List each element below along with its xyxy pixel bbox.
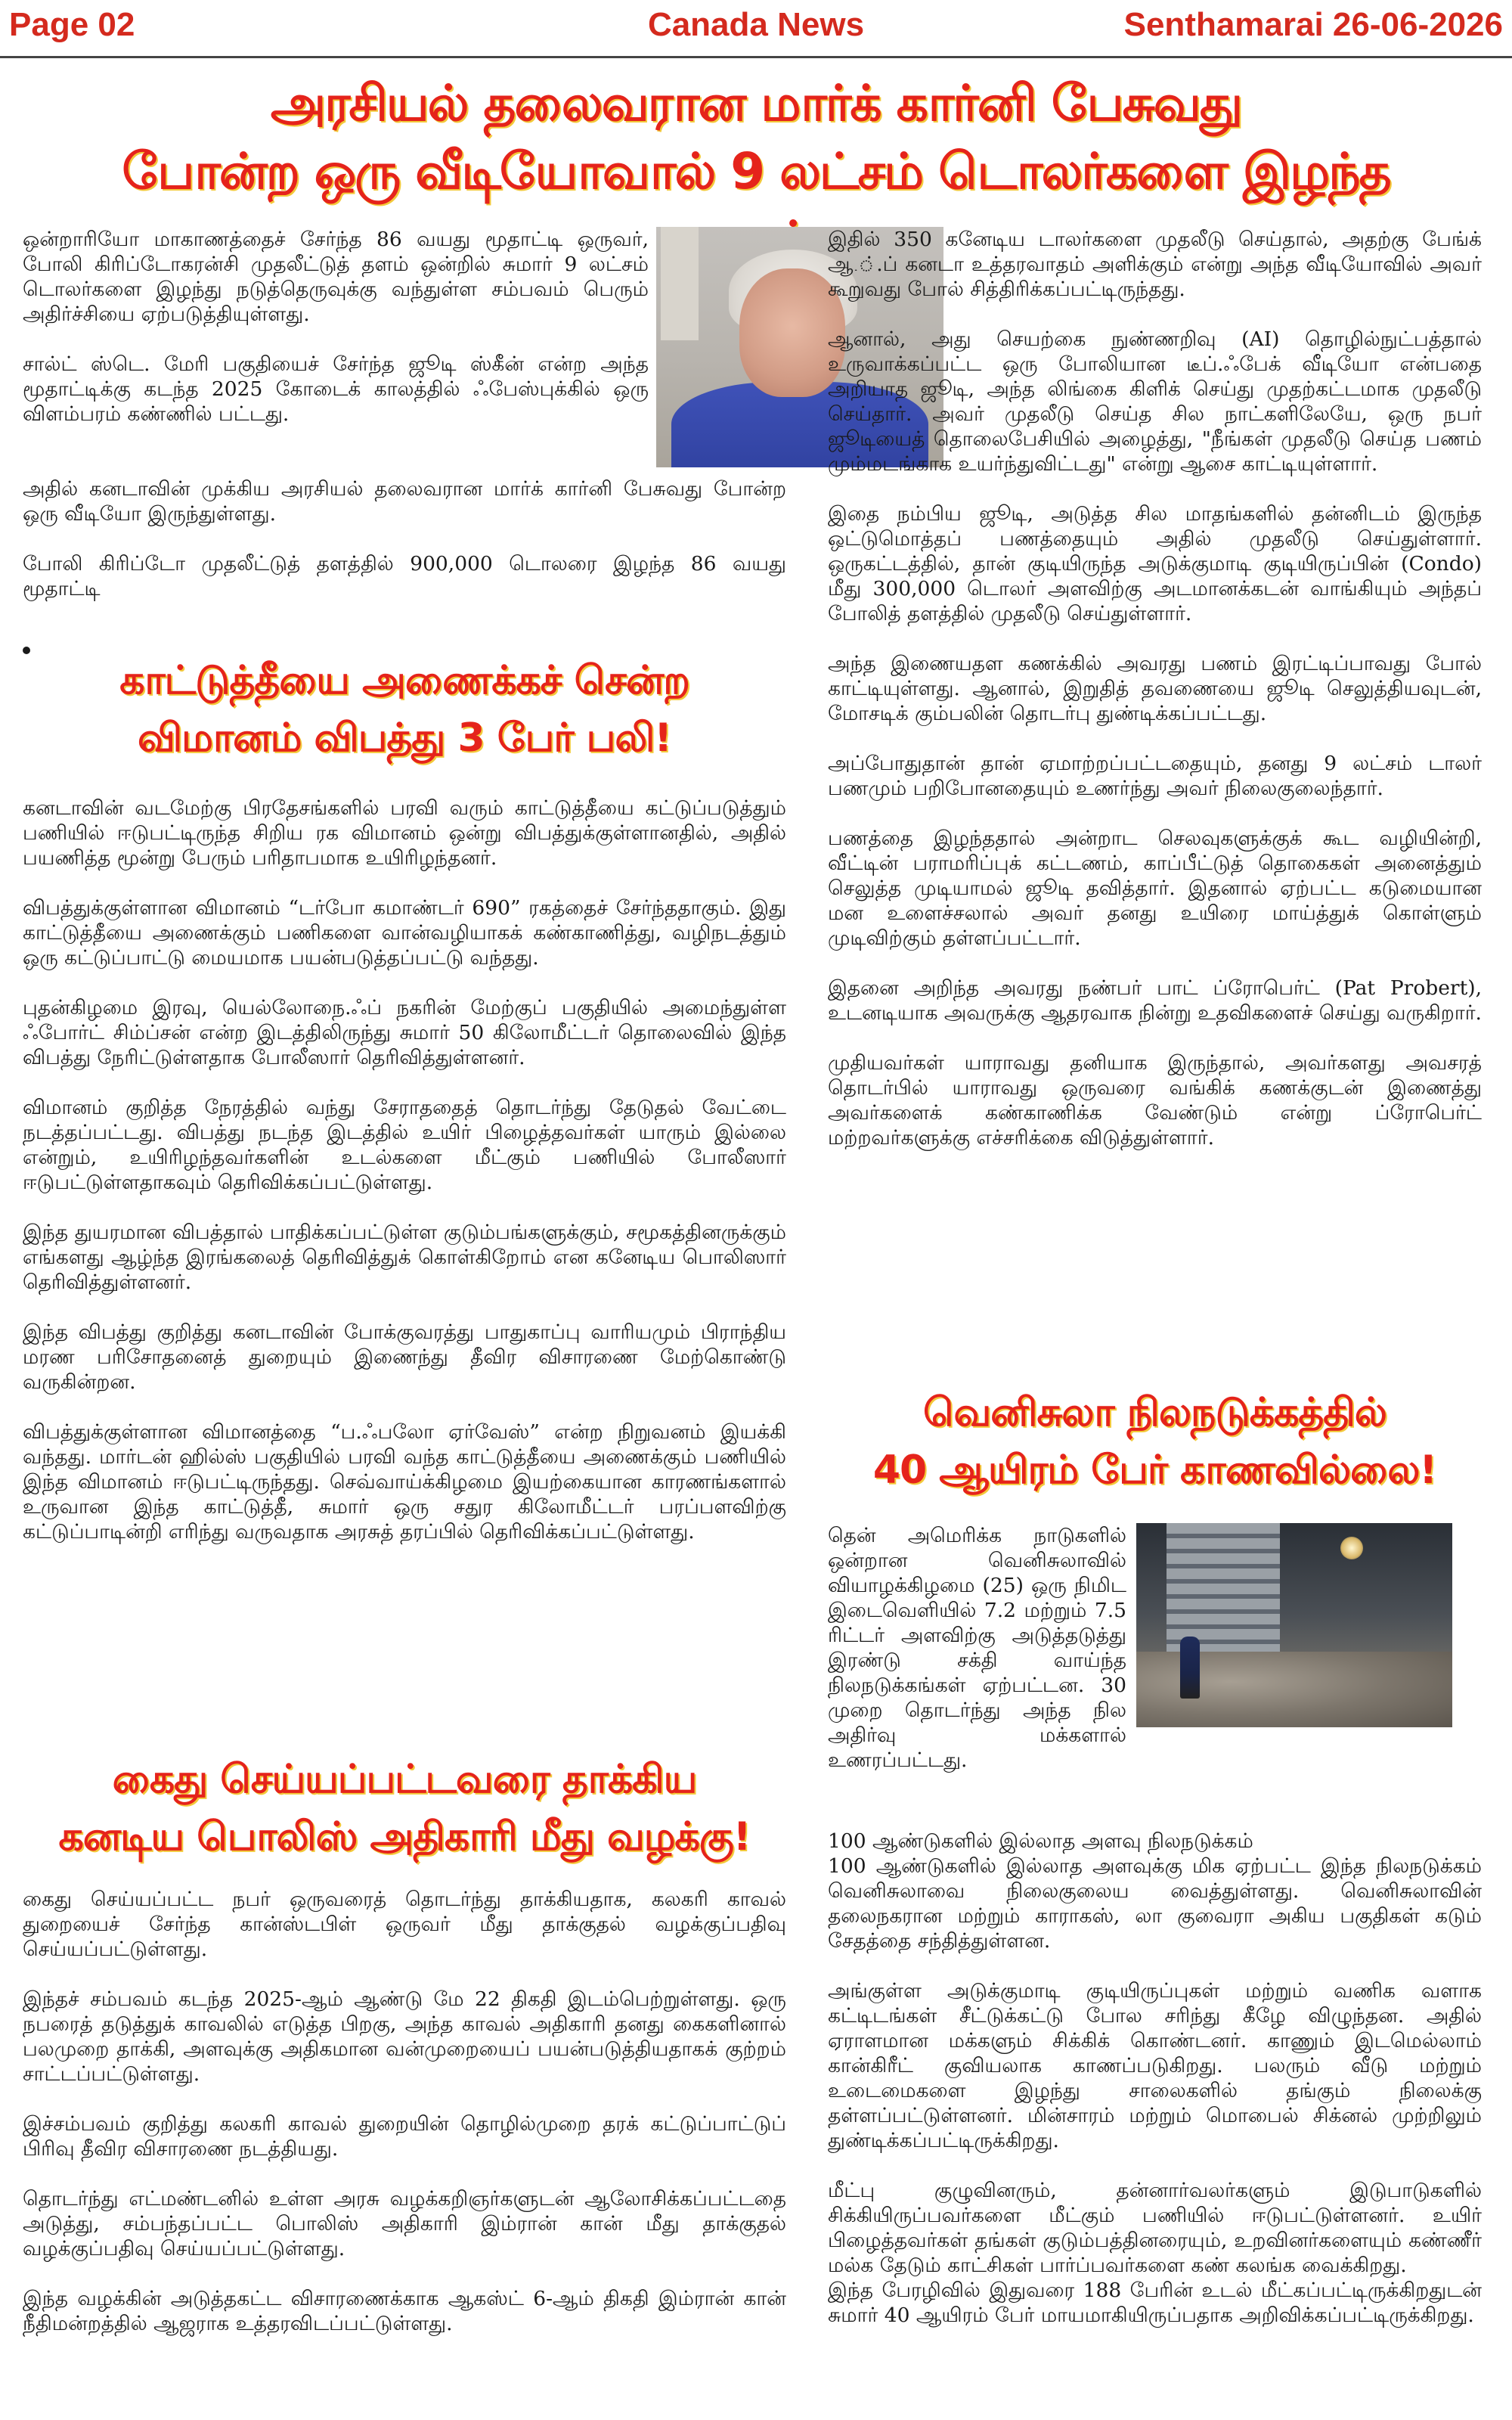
- article-paragraph: முதியவர்கள் யாராவது தனியாக இருந்தால், அவர்களது அவசரத் தொடர்பில் யாராவது ஒருவரை வங்கிக் கணக்குடன் இணைத்து அவர்களைக் கண்காணிக்க வேண்டும் என்று ப்ரோபெர்ட் மற்றவர்களுக்கு எச்சரிக்கை விடுத்துள்ளார்.: [828, 1051, 1482, 1150]
- article-paragraph: போலி கிரிப்டோ முதலீட்டுத் தளத்தில் 900,000 டொலரை இழந்த 86 வயது மூதாட்டி: [23, 552, 786, 600]
- article-paragraph: கனடாவின் வடமேற்கு பிரதேசங்களில் பரவி வரும் காட்டுத்தீயை கட்டுப்படுத்தும் பணியில் ஈடுபட்டிருந்த சிறிய ரக விமானம் ஒன்று விபத்துக்குள்ளானதில், அதில் பயணித்த மூன்று பேரும் பரிதாபமாக உயிரிழந்தனர்.: [23, 796, 786, 870]
- article-paragraph: விமானம் குறித்த நேரத்தில் வந்து சேராததைத் தொடர்ந்து தேடுதல் வேட்டை நடத்தப்பட்டது. விபத்து நடந்த இடத்தில் உயிர் பிழைத்தவர்கள் யாரும் இல்லை என்றும், உயிரிழந்தவர்களின் உடல்களை மீட்கும் பணியில் போலீஸார் ஈடுபட்டுள்ளதாகவும் தெரிவிக்கப்பட்டுள்ளது.: [23, 1096, 786, 1194]
- quake-story-body: [828, 1829, 1482, 2328]
- article-paragraph: 100 ஆண்டுகளில் இல்லாத அளவுக்கு மிக ஏற்பட்ட இந்த நிலநடுக்கம் வெனிசுலாவை நிலைகுலைய வைத்துள்ளது. வெனிசுலாவின் தலைநகரான மற்றும் காராகஸ், லா குவைரா அகிய பகுதிகள் கடும் சேதத்தை சந்தித்துள்ளன.: [828, 1854, 1482, 1953]
- article-paragraph: அப்போதுதான் தான் ஏமாற்றப்பட்டதையும், தனது 9 லட்சம் டாலர் பணமும் பறிபோனதையும் உணர்ந்து அவர் நிலைகுலைந்தார்.: [828, 752, 1482, 800]
- quake-subheading: 100 ஆண்டுகளில் இல்லாத அளவு நிலநடுக்கம்: [828, 1829, 1253, 1853]
- article-paragraph: இதை நம்பிய ஜூடி, அடுத்த சில மாதங்களில் தன்னிடம் இருந்த ஒட்டுமொத்தப் பணத்தையும் அதில் முதலீடு செய்துள்ளார். ஒருகட்டத்தில், தான் குடியிருந்த அடுக்குமாடி குடியிருப்பின் (Condo) மீது 300,000 டொலர் அளவிற்கு அடமானக்கடன் வாங்கியும் அந்தப் போலித் தளத்தில் முதலீடு செய்துள்ளார்.: [828, 502, 1482, 625]
- article-paragraph: கைது செய்யப்பட்ட நபர் ஒருவரைத் தொடர்ந்து தாக்கியதாக, கலகரி காவல் துறையைச் சேர்ந்த கான்ஸ்டபிள் ஒருவர் மீது தாக்குதல் வழக்குப்பதிவு செய்யப்பட்டுள்ளது.: [23, 1888, 786, 1961]
- main-story-right-column: [828, 227, 1482, 1175]
- article-paragraph: புதன்கிழமை இரவு, யெல்லோநை.ஃப் நகரின் மேற்குப் பகுதியில் அமைந்துள்ள ஃபோர்ட் சிம்ப்சன் என்ற இடத்திலிருந்து சுமார் 50 கிலோமீட்டர் தொலைவில் இந்த விபத்து நேரிட்டுள்ளதாக போலீஸார் தெரிவித்துள்ளனர்.: [23, 996, 786, 1069]
- quake-story-intro: [828, 1523, 1126, 1773]
- masthead: [0, 0, 1512, 58]
- page-number: Page 02: [9, 6, 135, 43]
- article-paragraph: இந்த வழக்கின் அடுத்தகட்ட விசாரணைக்காக ஆகஸ்ட் 6-ஆம் திகதி இம்ரான் கான் நீதிமன்றத்தில் ஆஜராக உத்தரவிடப்பட்டுள்ளது.: [23, 2287, 786, 2335]
- article-paragraph: ஆனால், அது செயற்கை நுண்ணறிவு (AI) தொழில்நுட்பத்தால் உருவாக்கப்பட்ட ஒரு போலியான டீப்.ஃபேக் வீடியோ என்பதை அறியாத ஜூடி, அந்த லிங்கை கிளிக் செய்து முதற்கட்டமாக முதலீடு செய்தார். அவர் முதலீடு செய்த சில நாட்களிலேயே, ஒரு நபர் ஜூடியைத் தொலைபேசியில் அழைத்து, "நீங்கள் முதலீடு செய்த பணம் மும்மடங்காக உயர்ந்துவிட்டது" என்று ஆசை காட்டியுள்ளார்.: [828, 327, 1482, 476]
- main-story-left-intro: [23, 227, 649, 451]
- edition-date: Senthamarai 26-06-2026: [1123, 6, 1503, 43]
- main-headline-line2: போன்ற ஒரு வீடியோவால் 9 லட்சம் டொலர்களை இழந்த: [122, 142, 1390, 200]
- article-paragraph: இந்த பேரழிவில் இதுவரை 188 பேரின் உடல் மீட்கப்பட்டிருக்கிறதுடன் சுமார் 40 ஆயிரம் பேர் மாயமாகியிருப்பதாக அறிவிக்கப்பட்டிருக்கிறது.: [828, 2279, 1482, 2327]
- article-paragraph: சால்ட் ஸ்டெ. மேரி பகுதியைச் சேர்ந்த ஜூடி ஸ்கீன் என்ற அந்த மூதாட்டிக்கு கடந்த 2025 கோடைக் காலத்தில் ஃபேஸ்புக்கில் ஒரு விளம்பரம் கண்ணில் பட்டது.: [23, 352, 649, 426]
- article-paragraph: தொடர்ந்து எட்மண்டனில் உள்ள அரசு வழக்கறிஞர்களுடன் ஆலோசிக்கப்பட்டதை அடுத்து, சம்பந்தப்பட்ட பொலிஸ் அதிகாரி இம்ரான் கான் மீது தாக்குதல் வழக்குப்பதிவு செய்யப்பட்டுள்ளது.: [23, 2187, 786, 2260]
- article-paragraph: இந்தச் சம்பவம் கடந்த 2025-ஆம் ஆண்டு மே 22 திகதி இடம்பெற்றுள்ளது. ஒரு நபரைத் தடுத்துக் காவலில் எடுத்த பிறகு, அந்த காவல் அதிகாரி தனது கைகளினால் பலமுறை தாக்கி, அளவுக்கு அதிகமான வன்முறையைப் பயன்படுத்தியதாகக் குற்றம் சாட்டப்பட்டுள்ளது.: [23, 1987, 786, 2086]
- police-story-headline: [23, 1751, 786, 1866]
- newspaper-section-title: Canada News: [647, 6, 865, 43]
- plane-headline-line1: காட்டுத்தீயை அணைக்கச் சென்ற: [119, 658, 689, 703]
- plane-story-body: [23, 796, 786, 1569]
- plane-headline-line2: விமானம் விபத்து 3 பேர் பலி!: [137, 715, 671, 761]
- plane-story-headline: [23, 652, 786, 767]
- quake-headline-line1: வெனிசுலா நிலநடுக்கத்தில்: [923, 1390, 1387, 1435]
- article-paragraph: இந்த துயரமான விபத்தால் பாதிக்கப்பட்டுள்ள குடும்பங்களுக்கும், சமூகத்தினருக்கும் எங்களது ஆழ்ந்த இரங்கலைத் தெரிவித்துக் கொள்கிறோம் என கனேடிய பொலிஸார் தெரிவித்துள்ளனர்.: [23, 1221, 786, 1294]
- article-paragraph: விபத்துக்குள்ளான விமானம் “டர்போ கமாண்டர் 690” ரகத்தைச் சேர்ந்ததாகும். இது காட்டுத்தீயை அணைக்கும் பணிகளை வான்வழியாகக் கண்காணித்து, வழிநடத்தும் ஒரு கட்டுப்பாட்டு மையமாக பயன்படுத்தப்பட்டு வந்தது.: [23, 896, 786, 970]
- article-paragraph: அந்த இணையதள கணக்கில் அவரது பணம் இரட்டிப்பாவது போல் காட்டியுள்ளது. ஆனால், இறுதித் தவணையை ஜூடி செலுத்தியவுடன், மோசடிக் கும்பலின் தொடர்பு துண்டிக்கப்பட்டது.: [828, 652, 1482, 725]
- article-paragraph: தென் அமெரிக்க நாடுகளில் ஒன்றான வெனிசுலாவில் வியாழக்கிழமை (25) ஒரு நிமிட இடைவெளியில் 7.2 மற்றும் 7.5 ரிட்டர் அளவிற்கு அடுத்தடுத்து இரண்டு சக்தி வாய்ந்த நிலநடுக்கங்கள் ஏற்பட்டன. 30 முறை தொடர்ந்து அந்த நில அதிர்வு மக்களால் உணரப்பட்டது.: [828, 1524, 1126, 1772]
- main-headline-line1: அரசியல் தலைவரான மார்க் கார்னி பேசுவது: [270, 74, 1242, 132]
- article-paragraph: மீட்பு குழுவினரும், தன்னார்வலர்களும் இடுபாடுகளில் சிக்கியிருப்பவர்களை மீட்கும் பணியில் ஈடுபட்டுள்ளனர். உயிர் பிழைத்தவர்கள் தங்கள் குடும்பத்தினரையும், உறவினர்களையும் கண்ணீர் மல்க தேடும் காட்சிகள் பார்ப்பவர்களை கண் கலங்க வைக்கிறது.: [828, 2179, 1482, 2277]
- earthquake-rubble-photo: [1136, 1523, 1452, 1727]
- quake-headline-line2: 40 ஆயிரம் பேர் காணவில்லை!: [872, 1447, 1437, 1493]
- police-story-body: [23, 1887, 786, 2361]
- article-paragraph: இந்த விபத்து குறித்து கனடாவின் போக்குவரத்து பாதுகாப்பு வாரியமும் பிராந்திய மரண பரிசோதனைத் துறையும் இணைந்து தீவிர விசாரணை மேற்கொண்டு வருகின்றன.: [23, 1320, 786, 1394]
- article-paragraph: ஒன்றாரியோ மாகாணத்தைச் சேர்ந்த 86 வயது மூதாட்டி ஒருவர், போலி கிரிப்டோகரன்சி முதலீட்டுத் தளம் ஒன்றில் சுமார் 9 லட்சம் டொலர்களை இழந்து நடுத்தெருவுக்கு வந்துள்ள சம்பவம் பெரும் அதிர்ச்சியை ஏற்படுத்தியுள்ளது.: [23, 228, 649, 326]
- police-headline-line1: கைது செய்யப்பட்டவரை தாக்கிய: [112, 1757, 697, 1802]
- main-story-left-continued: [23, 476, 786, 626]
- article-paragraph: அதில் கனடாவின் முக்கிய அரசியல் தலைவரான மார்க் கார்னி பேசுவது போன்ற ஒரு வீடியோ இருந்துள்ளது.: [23, 477, 786, 526]
- article-paragraph: இச்சம்பவம் குறித்து கலகரி காவல் துறையின் தொழில்முறை தரக் கட்டுப்பாட்டுப் பிரிவு தீவிர விசாரணை நடத்தியது.: [23, 2112, 786, 2161]
- article-paragraph: இதில் 350 கனேடிய டாலர்களை முதலீடு செய்தால், அதற்கு பேங்க் ஆ.்.ப் கனடா உத்தரவாதம் அளிக்கும் என்று அந்த வீடியோவில் அவர் கூறுவது போல் சித்திரிக்கப்பட்டிருந்தது.: [828, 228, 1482, 301]
- quake-story-headline: [828, 1384, 1482, 1499]
- article-paragraph: இதனை அறிந்த அவரது நண்பர் பாட் ப்ரோபெர்ட் (Pat Probert), உடனடியாக அவருக்கு ஆதரவாக நின்று உதவிகளைச் செய்து வருகிறார்.: [828, 976, 1482, 1025]
- police-headline-line2: கனடிய பொலிஸ் அதிகாரி மீது வழக்கு!: [58, 1814, 751, 1860]
- article-paragraph: விபத்துக்குள்ளான விமானத்தை “ப.ஃபலோ ஏர்வேஸ்” என்ற நிறுவனம் இயக்கி வந்தது. மார்டன் ஹில்ஸ் பகுதியில் பரவி வந்த காட்டுத்தீயை அணைக்கும் பணியில் இந்த விமானம் ஈடுபட்டிருந்தது. செவ்வாய்க்கிழமை இயற்கையான காரணங்களால் உருவான இந்த காட்டுத்தீ, சுமார் ஒரு சதுர கிலோமீட்டர் பரப்பளவிற்கு கட்டுப்பாடின்றி எரிந்து வருவதாக அரசுத் தரப்பில் தெரிவிக்கப்பட்டுள்ளது.: [23, 1420, 786, 1544]
- article-paragraph: பணத்தை இழந்ததால் அன்றாட செலவுகளுக்குக் கூட வழியின்றி, வீட்டின் பராமரிப்புக் கட்டணம், காப்பீட்டுத் தொகைகள் அனைத்தும் செலுத்த முடியாமல் ஜூடி தவித்தார். இதனால் ஏற்பட்ட கடுமையான மன உளைச்சலால் அவர் தனது உயிரை மாய்த்துக் கொள்ளும் முடிவிற்கும் தள்ளப்பட்டார்.: [828, 827, 1482, 950]
- article-paragraph: அங்குள்ள அடுக்குமாடி குடியிருப்புகள் மற்றும் வணிக வளாக கட்டிடங்கள் சீட்டுக்கட்டு போல சரிந்து கீழே விழுந்தன. அதில் ஏராளமான மக்களும் சிக்கிக் கொண்டனர். காணும் இடமெல்லாம் கான்கிரீட் குவியலாக காணப்படுகிறது. பலரும் வீடு மற்றும் உடைமைகளை இழந்து சாலைகளில் தங்கும் நிலைக்கு தள்ளப்பட்டுள்ளனர். மின்சாரம் மற்றும் மொபைல் சிக்னல் முற்றிலும் துண்டிக்கப்பட்டிருக்கிறது.: [828, 1979, 1482, 2152]
